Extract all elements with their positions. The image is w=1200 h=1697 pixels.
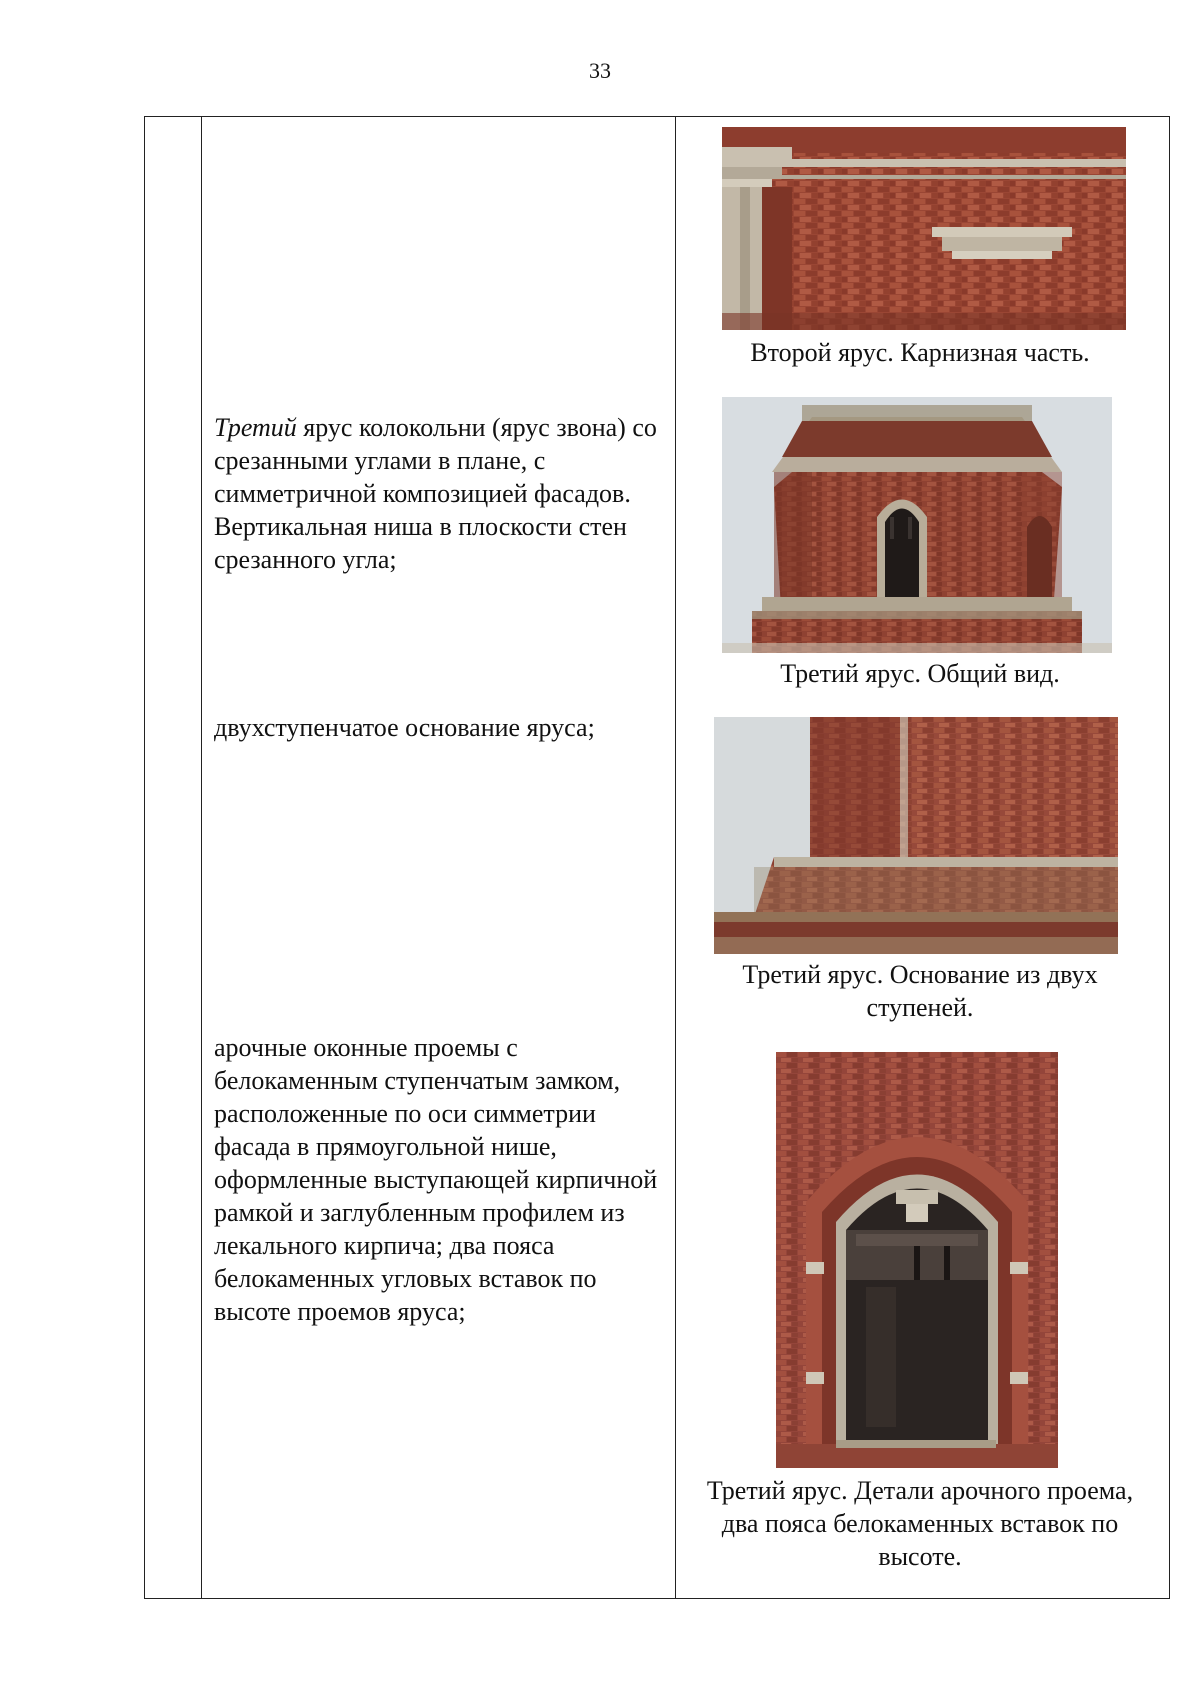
description-text [214,411,674,576]
page-number: 33 [589,58,611,83]
brick-cornice-photo [722,127,1126,330]
photo-caption: Третий ярус. Детали арочного проема, два пояса белокаменных вставок по высоте. [706,1476,1134,1571]
photo-caption: Третий ярус. Основание из двух ступеней. [742,960,1098,1022]
bell-tier-photo [722,397,1112,653]
table-column-divider [675,117,676,1598]
photo-caption: Второй ярус. Карнизная часть. [750,338,1090,367]
table-column-divider [201,117,202,1598]
description-rest: ярус колокольни (ярус звона) со срезанными углами в плане, с симметричной композицией фасадов. Вертикальная ниша в плоскости стен срезанного угла; [214,413,657,574]
arch-window-photo [776,1052,1058,1468]
photo-caption: Третий ярус. Общий вид. [780,659,1060,688]
description-italic: Третий [214,413,297,442]
description-text: арочные оконные проемы с белокаменным ступенчатым замком, расположенные по оси симметрии фасада в прямоугольной нише, оформленные выступающей кирпичной рамкой и заглубленным профилем из лекального кирпича; два пояса белокаменных угловых вставок по высоте проемов яруса; [214,1033,658,1326]
tier-base-photo [714,717,1118,954]
description-text: двухступенчатое основание яруса; [214,713,595,742]
